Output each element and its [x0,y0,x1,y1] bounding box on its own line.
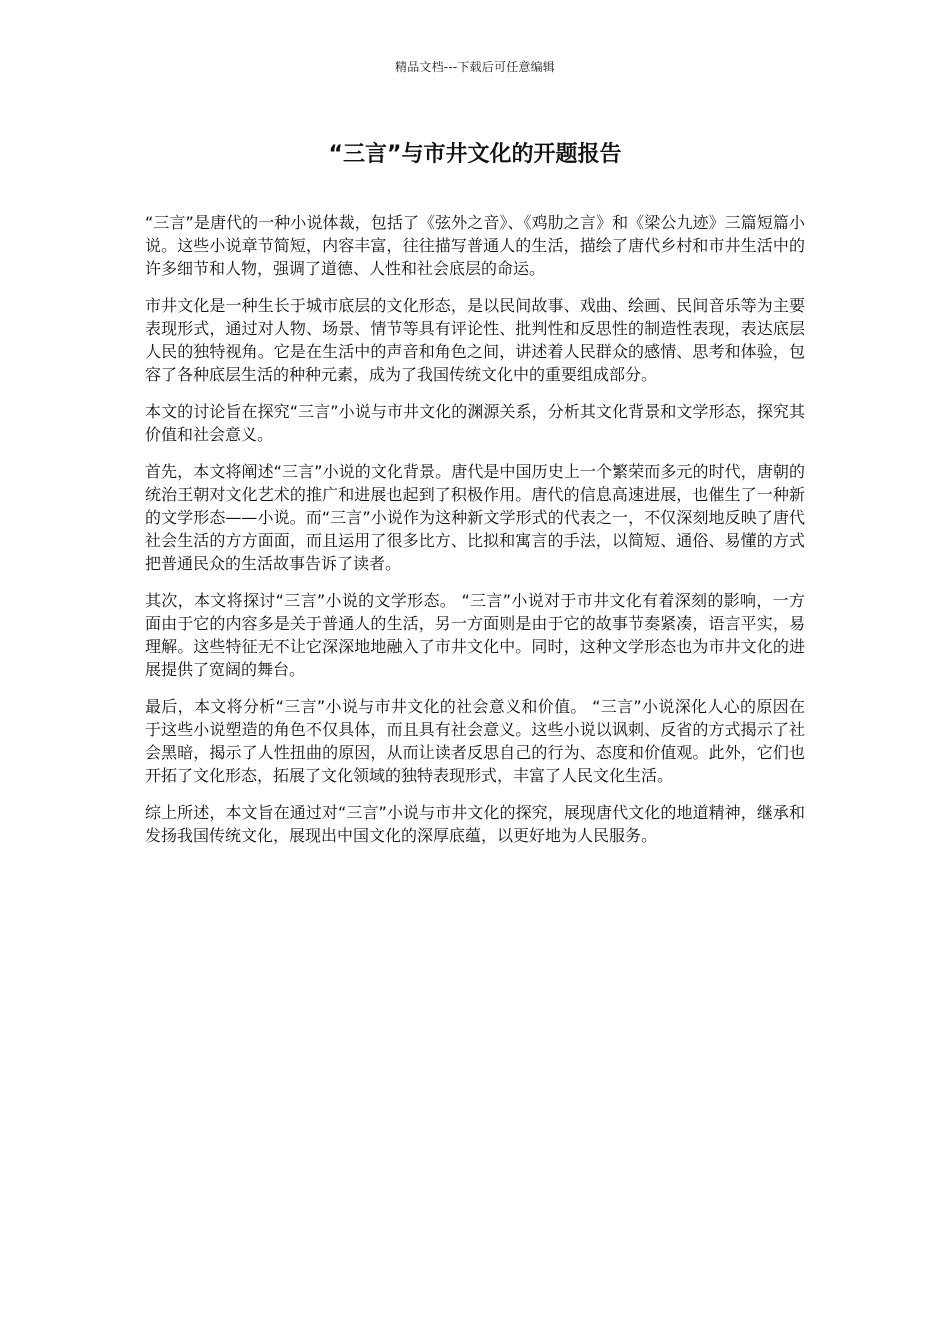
paragraph-market-culture: 市井文化是一种生长于城市底层的文化形态，是以民间故事、戏曲、绘画、民间音乐等为主要表现形式，通过对人物、场景、情节等具有评论性、批判性和反思性的制造性表现，表达底层人民的独特视角。它是在生活中的声音和角色之间，讲述着人民群众的感情、思考和体验，包容了各种底层生活的种种元素，成为了我国传统文化中的重要组成部分。 [145,296,805,384]
paragraph-intro: “三言”是唐代的一种小说体裁，包括了《弦外之音》、《鸡肋之言》和《梁公九迹》三篇短篇小说。这些小说章节简短，内容丰富，往往描写普通人的生活，描绘了唐代乡村和市井生活中的许多细节和人物，强调了道德、人性和社会底层的命运。 [145,213,805,278]
document-title: “三言”与市井文化的开题报告 [328,142,622,167]
paragraph-second: 其次，本文将探讨“三言”小说的文学形态。 “三言”小说对于市井文化有着深刻的影响，一方面由于它的内容多是关于普通人的生活，另一方面则是由于它的故事节奏紧凑，语言平实，易理解。这些特征无不让它深深地地融入了市井文化中。同时，这种文学形态也为市井文化的进展提供了宽阔的舞台。 [145,591,805,679]
paragraph-conclusion: 综上所述，本文旨在通过对“三言”小说与市井文化的探究，展现唐代文化的地道精神，继承和发扬我国传统文化，展现出中国文化的深厚底蕴，以更好地为人民服务。 [145,803,805,845]
document-body [145,211,805,861]
paragraph-first: 首先，本文将阐述“三言”小说的文化背景。唐代是中国历史上一个繁荣而多元的时代，唐朝的统治王朝对文化艺术的推广和进展也起到了积极作用。唐代的信息高速进展，也催生了一种新的文学形态——小说。而“三言”小说作为这种新文学形式的代表之一，不仅深刻地反映了唐代社会生活的方方面面，而且运用了很多比方、比拟和寓言的手法，以简短、通俗、易懂的方式把普通民众的生活故事告诉了读者。 [145,462,805,573]
paragraph-purpose: 本文的讨论旨在探究“三言”小说与市井文化的渊源关系，分析其文化背景和文学形态，探究其价值和社会意义。 [145,402,805,444]
page-header: 精品文档---下载后可任意编辑 [395,60,555,74]
paragraph-last: 最后，本文将分析“三言”小说与市井文化的社会意义和价值。 “三言”小说深化人心的原因在于这些小说塑造的角色不仅具体，而且具有社会意义。这些小说以讽刺、反省的方式揭示了社会黑暗，揭示了人性扭曲的原因，从而让读者反思自己的行为、态度和价值观。此外，它们也开拓了文化形态，拓展了文化领域的独特表现形式，丰富了人民文化生活。 [145,697,805,785]
